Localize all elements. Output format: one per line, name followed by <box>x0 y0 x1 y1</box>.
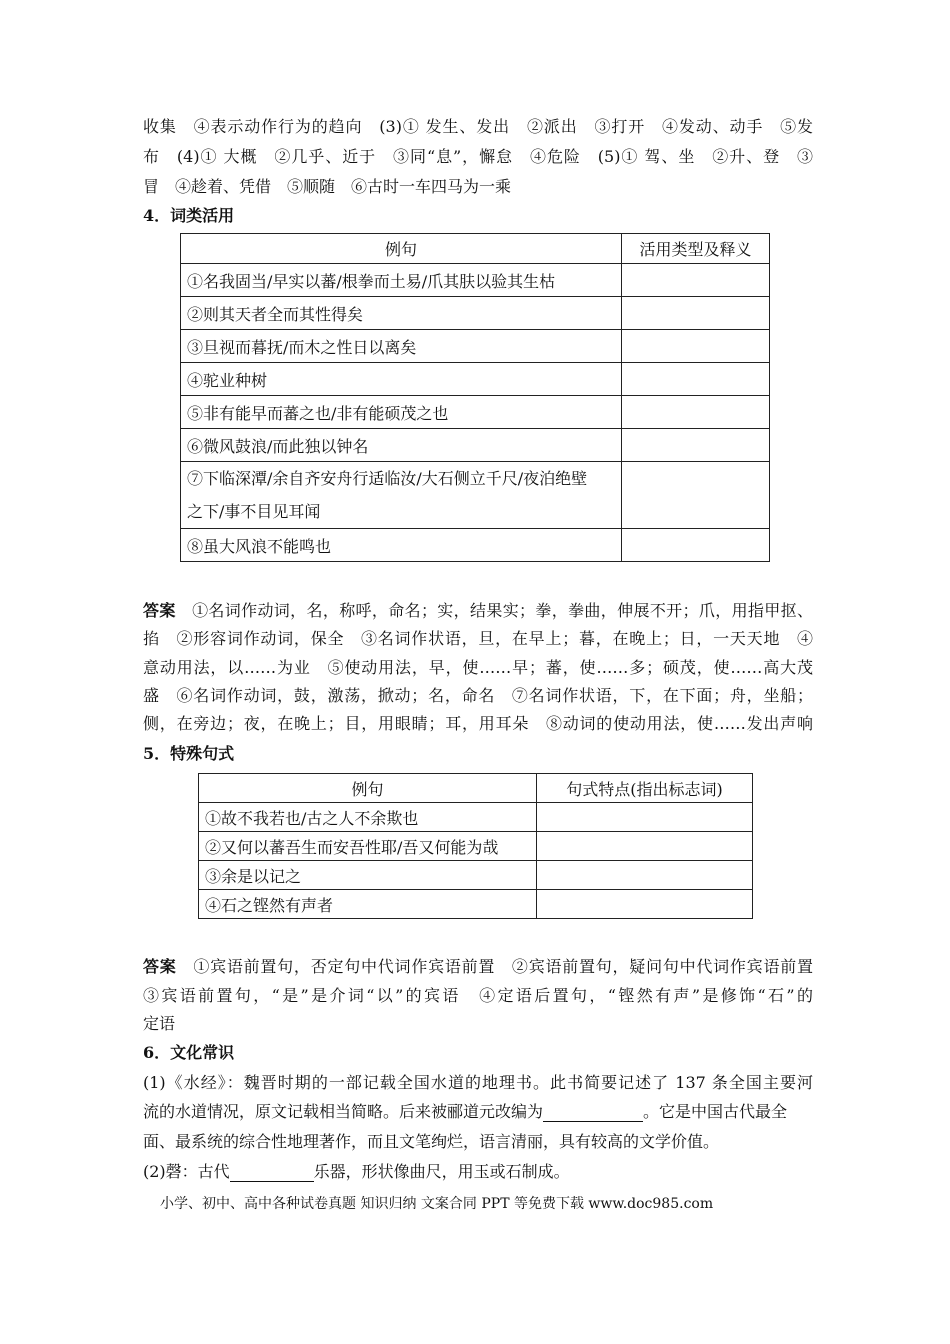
table-row <box>181 330 770 363</box>
table-row <box>199 803 753 832</box>
example-cell: ⑤非有能早而蕃之也/非有能硕茂之也 <box>181 396 622 429</box>
table-row <box>181 429 770 462</box>
section5-table <box>198 773 753 919</box>
section6-heading: 6．文化常识 <box>143 1043 235 1062</box>
fill-blank-1[interactable] <box>543 1105 643 1122</box>
table-row <box>181 529 770 562</box>
answer-cell <box>537 861 753 890</box>
section5-answer-line-2: ③宾语前置句，“是”是介词“以”的宾语 ④定语后置句，“铿然有声”是修饰“石”的 <box>143 986 813 1005</box>
intro-line-3: 冒 ④趁着、凭借 ⑤顺随 ⑥古时一车四马为一乘 <box>143 177 512 196</box>
answer-cell <box>622 363 770 396</box>
answer-cell <box>622 462 770 529</box>
section5-heading: 5．特殊句式 <box>143 744 235 763</box>
example-cell: ⑧虽大风浪不能鸣也 <box>181 529 622 562</box>
table-row <box>199 890 753 919</box>
header-sentence-feature: 句式特点(指出标志词) <box>537 774 753 803</box>
section6-p1-line-3: 面、最系统的综合性地理著作，而且文笔绚烂，语言清丽，具有较高的文学价值。 <box>143 1132 720 1151</box>
answer-cell <box>622 297 770 330</box>
example-cell: ③旦视而暮抚/而木之性日以离矣 <box>181 330 622 363</box>
example-cell: ④石之铿然有声者 <box>199 890 537 919</box>
example-cell: ③余是以记之 <box>199 861 537 890</box>
answer-text: ①宾语前置句，否定句中代词作宾语前置 ②宾语前置句，疑问句中代词作宾语前置 <box>193 957 813 976</box>
intro-line-1: 收集 ④表示动作行为的趋向 (3)① 发生、发出 ②派出 ③打开 ④发动、动手 ⑤发 <box>143 117 813 136</box>
table-header-row <box>199 774 753 803</box>
answer-cell <box>622 429 770 462</box>
fill-blank-2[interactable] <box>230 1165 314 1182</box>
section6-p1-line-2 <box>143 1102 813 1122</box>
example-cell: ④驼业种树 <box>181 363 622 396</box>
section4-answer-line-2: 掐 ②形容词作动词，保全 ③名词作状语，旦，在早上；暮，在晚上；日，一天天地 ④ <box>143 629 813 648</box>
p1-text-after-blank: 。它是中国古代最全 <box>643 1102 788 1121</box>
table-header-row <box>181 234 770 264</box>
table-row <box>181 264 770 297</box>
section4-answer-line-1 <box>143 601 813 621</box>
intro-line-2: 布 (4)① 大概 ②几乎、近于 ③同“息”，懈怠 ④危险 (5)① 驾、坐 ②升、登 ③ <box>143 147 813 166</box>
p2-prefix: (2)磬：古代 <box>143 1162 230 1181</box>
answer-label: 答案 <box>143 601 176 620</box>
example-cell: ②则其天者全而其性得矣 <box>181 297 622 330</box>
example-cell: ⑥微风鼓浪/而此独以钟名 <box>181 429 622 462</box>
answer-label: 答案 <box>143 957 177 976</box>
table-row <box>199 861 753 890</box>
section4-table <box>180 233 770 562</box>
example-cell: ①故不我若也/古之人不余欺也 <box>199 803 537 832</box>
example-cell: ①名我固当/早实以蕃/根拳而土易/爪其肤以验其生枯 <box>181 264 622 297</box>
answer-cell <box>622 529 770 562</box>
answer-cell <box>622 330 770 363</box>
answer-cell <box>622 264 770 297</box>
section4-answer-line-4: 盛 ⑥名词作动词，鼓，激荡，掀动；名，命名 ⑦名词作状语，下，在下面；舟，坐船； <box>143 686 813 705</box>
section6-p2 <box>143 1162 813 1182</box>
answer-cell <box>622 396 770 429</box>
table-row <box>181 363 770 396</box>
example-line-1: ⑦下临深潭/余自齐安舟行适临汝/大石侧立千尺/夜泊绝壁 <box>187 469 588 488</box>
answer-cell <box>537 890 753 919</box>
answer-cell <box>537 832 753 861</box>
section4-heading: 4．词类活用 <box>143 206 235 225</box>
table-row <box>181 396 770 429</box>
section6-p1-line-1: (1)《水经》：魏晋时期的一部记载全国水道的地理书。此书简要记述了 137 条全国主要河 <box>143 1073 813 1092</box>
header-usage-type: 活用类型及释义 <box>622 234 770 264</box>
table-row <box>181 297 770 330</box>
table-row <box>181 462 770 529</box>
table-row <box>199 832 753 861</box>
section5-answer-line-1 <box>143 957 813 977</box>
header-example: 例句 <box>199 774 537 803</box>
answer-cell <box>537 803 753 832</box>
p2-suffix: 乐器，形状像曲尺，用玉或石制成。 <box>313 1162 570 1181</box>
section4-answer-line-3: 意动用法，以……为业 ⑤使动用法，早，使……早；蕃，使……多；硕茂，使……高大茂 <box>143 658 813 677</box>
example-line-2: 之下/事不目见耳闻 <box>187 502 321 521</box>
answer-text: ①名词作动词，名，称呼，命名；实，结果实；拳，拳曲，伸展不开；爪，用指甲抠、 <box>192 601 813 620</box>
section4-answer-line-5: 侧，在旁边；夜，在晚上；目，用眼睛；耳，用耳朵 ⑧动词的使动用法，使……发出声响 <box>143 714 813 733</box>
p1-text-before-blank: 流的水道情况，原文记载相当简略。后来被郦道元改编为 <box>143 1102 544 1121</box>
example-cell <box>181 462 622 529</box>
header-example: 例句 <box>181 234 622 264</box>
section5-answer-line-3: 定语 <box>143 1014 176 1033</box>
example-cell: ②又何以蕃吾生而安吾性耶/吾又何能为哉 <box>199 832 537 861</box>
page-footer: 小学、初中、高中各种试卷真题 知识归纳 文案合同 PPT 等免费下载 www.doc985.com <box>160 1196 714 1212</box>
